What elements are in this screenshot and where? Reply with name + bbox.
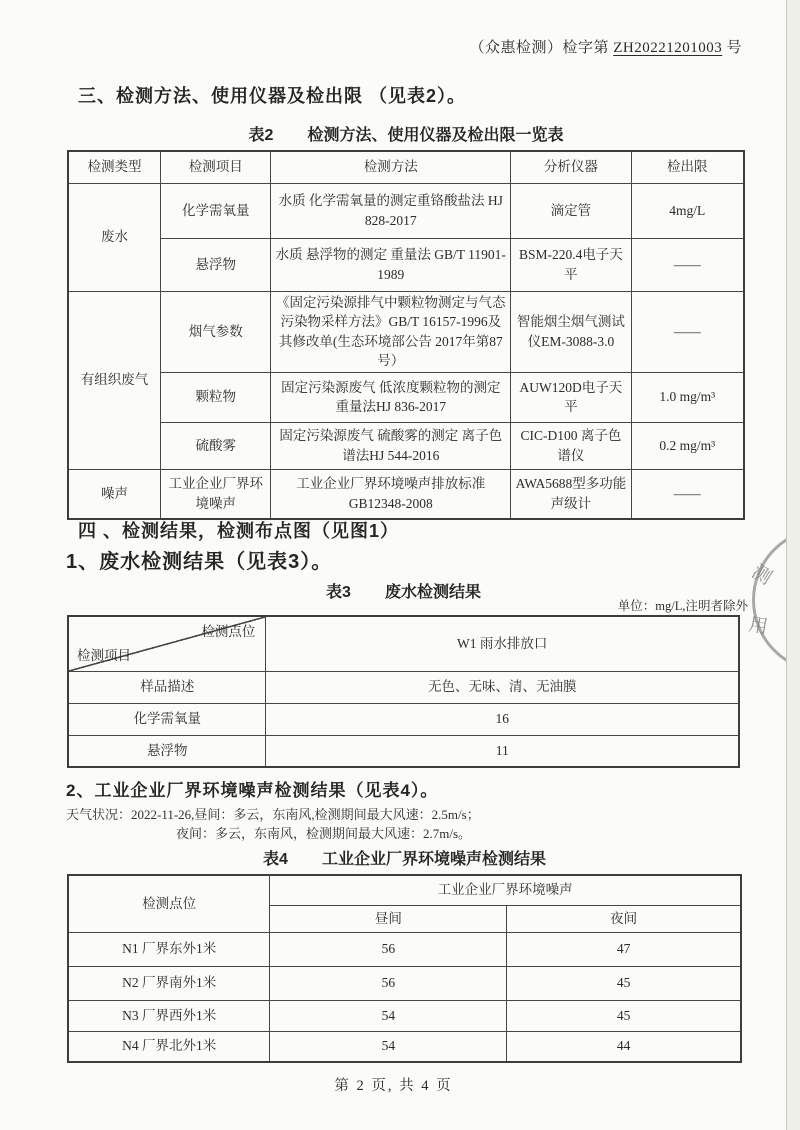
report-ref-number-line	[469, 36, 742, 57]
table3-cell-item: 样品描述	[68, 671, 266, 703]
table2-cell-instrument: 智能烟尘烟气测试仪EM-3088-3.0	[511, 291, 631, 372]
table2-cell-instrument: CIC-D100 离子色谱仪	[511, 422, 631, 469]
table4-group-header-row	[68, 875, 741, 905]
table3-cell-item: 悬浮物	[68, 735, 266, 767]
table3-diagonal-corner-cell	[68, 616, 266, 671]
table4-cell-day: 54	[270, 1031, 507, 1062]
table2-header-item: 检测项目	[161, 151, 271, 183]
table2-cell-method: 水质 化学需氧量的测定重铬酸盐法 HJ 828-2017	[271, 183, 511, 238]
table2-caption	[67, 122, 745, 145]
table2-header-method: 检测方法	[271, 151, 511, 183]
section3-heading: 三、检测方法、使用仪器及检出限 （见表2）。	[78, 86, 467, 106]
table-row	[68, 735, 739, 767]
section4-heading: 四 、检测结果，检测布点图（见图1）	[78, 521, 400, 541]
page-number-footer: 第 2 页, 共 4 页	[334, 1078, 453, 1094]
table2-caption-title: 检测方法、使用仪器及检出限一览表	[307, 127, 564, 144]
table4-header-point: 检测点位	[68, 875, 270, 932]
table2-cell-limit: 0.2 mg/m³	[631, 422, 744, 469]
seal-character-1: 测	[747, 561, 776, 590]
table-row	[68, 703, 739, 735]
table-row	[68, 422, 744, 469]
table2-cell-limit: ——	[631, 238, 744, 291]
table4-noise-results	[67, 874, 742, 1063]
table3-caption-title: 废水检测结果	[384, 584, 481, 601]
table2-cell-method: 《固定污染源排气中颗粒物测定与气态污染物采样方法》GB/T 16157-1996及其修改单(生态环境部公告 2017年第87号）	[271, 291, 511, 372]
table2-cell-item: 硫酸雾	[161, 422, 271, 469]
table2-cell-instrument: AWA5688型多功能声级计	[511, 469, 631, 519]
table2-cell-item: 颗粒物	[161, 372, 271, 422]
ref-number: ZH20221201003	[613, 40, 723, 56]
table2-cell-instrument: 滴定管	[511, 183, 631, 238]
table2-cell-method: 水质 悬浮物的测定 重量法 GB/T 11901-1989	[271, 238, 511, 291]
table2-header-row	[68, 151, 744, 183]
table4-cell-point: N1 厂界东外1米	[68, 932, 270, 966]
table3-point-header: W1 雨水排放口	[266, 616, 739, 671]
table-row	[68, 469, 744, 519]
table3-cell-value: 无色、无味、清、无油膜	[266, 671, 739, 703]
table-row	[68, 238, 744, 291]
table2-method-instrument-limit	[67, 150, 745, 520]
table4-cell-night: 44	[507, 1031, 741, 1062]
table4-cell-point: N4 厂界北外1米	[68, 1031, 270, 1062]
table4-caption-label: 表4	[263, 851, 288, 868]
table-row	[68, 932, 741, 966]
table4-cell-day: 54	[270, 1000, 507, 1031]
table2-cell-method: 固定污染源废气 硫酸雾的测定 离子色谱法HJ 544-2016	[271, 422, 511, 469]
table3-wastewater-results	[67, 615, 740, 768]
table2-header-limit: 检出限	[631, 151, 744, 183]
table-row	[68, 372, 744, 422]
table-row	[68, 1000, 741, 1031]
table2-header-type: 检测类型	[68, 151, 161, 183]
table2-cell-item: 烟气参数	[161, 291, 271, 372]
scan-page-edge	[786, 0, 800, 1130]
table4-cell-night: 47	[507, 932, 741, 966]
table-row	[68, 671, 739, 703]
table3-caption-label: 表3	[326, 584, 351, 601]
table3-header-row	[68, 616, 739, 671]
table4-caption-title: 工业企业厂界环境噪声检测结果	[321, 851, 546, 868]
table2-cell-limit: 4mg/L	[631, 183, 744, 238]
table4-cell-point: N2 厂界南外1米	[68, 966, 270, 1000]
table2-cell-method: 工业企业厂界环境噪声排放标准 GB12348-2008	[271, 469, 511, 519]
section4-sub1-heading: 1、废水检测结果（见表3）。	[66, 551, 333, 573]
table3-corner-item-label: 检测项目	[77, 647, 131, 663]
table2-cell-item: 悬浮物	[161, 238, 271, 291]
ref-suffix: 号	[726, 40, 742, 56]
section4-sub2-heading: 2、工业企业厂界环境噪声检测结果（见表4）。	[66, 781, 439, 800]
weather-conditions-line2: 夜间：多云，东南风，检测期间最大风速：2.7m/s。	[176, 826, 472, 841]
table2-cell-instrument: BSM-220.4电子天平	[511, 238, 631, 291]
table2-type-organized-exhaust: 有组织废气	[68, 291, 161, 469]
ref-prefix: （众惠检测）检字第	[469, 40, 609, 56]
table3-cell-value: 11	[266, 735, 739, 767]
table2-cell-limit: 1.0 mg/m³	[631, 372, 744, 422]
table2-cell-method: 固定污染源废气 低浓度颗粒物的测定 重量法HJ 836-2017	[271, 372, 511, 422]
table-row	[68, 966, 741, 1000]
table2-header-instrument: 分析仪器	[511, 151, 631, 183]
table4-header-daytime: 昼间	[270, 905, 507, 932]
table2-caption-label: 表2	[248, 127, 274, 144]
table4-caption	[67, 846, 742, 869]
weather-conditions-line1: 天气状况：2022-11-26,昼间：多云，东南风,检测期间最大风速：2.5m/s；	[66, 807, 480, 822]
table3-unit-note: 单位：mg/L,注明者除外	[617, 599, 748, 613]
table4-cell-point: N3 厂界西外1米	[68, 1000, 270, 1031]
table-row	[68, 183, 744, 238]
table4-group-header: 工业企业厂界环境噪声	[270, 875, 741, 905]
table2-cell-instrument: AUW120D电子天平	[511, 372, 631, 422]
table4-header-nighttime: 夜间	[507, 905, 741, 932]
table3-corner-point-label: 检测点位	[201, 624, 256, 639]
table2-cell-limit: ——	[631, 291, 744, 372]
table2-type-noise: 噪声	[68, 469, 161, 519]
table3-cell-item: 化学需氧量	[68, 703, 266, 735]
table4-cell-day: 56	[270, 966, 507, 1000]
table4-cell-day: 56	[270, 932, 507, 966]
table2-cell-limit: ——	[631, 469, 744, 519]
table3-cell-value: 16	[266, 703, 739, 735]
table-row	[68, 1031, 741, 1062]
table4-cell-night: 45	[507, 966, 741, 1000]
table2-type-wastewater: 废水	[68, 183, 161, 291]
table2-cell-item: 化学需氧量	[161, 183, 271, 238]
table-row	[68, 291, 744, 372]
table2-cell-item: 工业企业厂界环境噪声	[161, 469, 271, 519]
table4-cell-night: 45	[507, 1000, 741, 1031]
seal-character-2: 用	[746, 614, 770, 639]
